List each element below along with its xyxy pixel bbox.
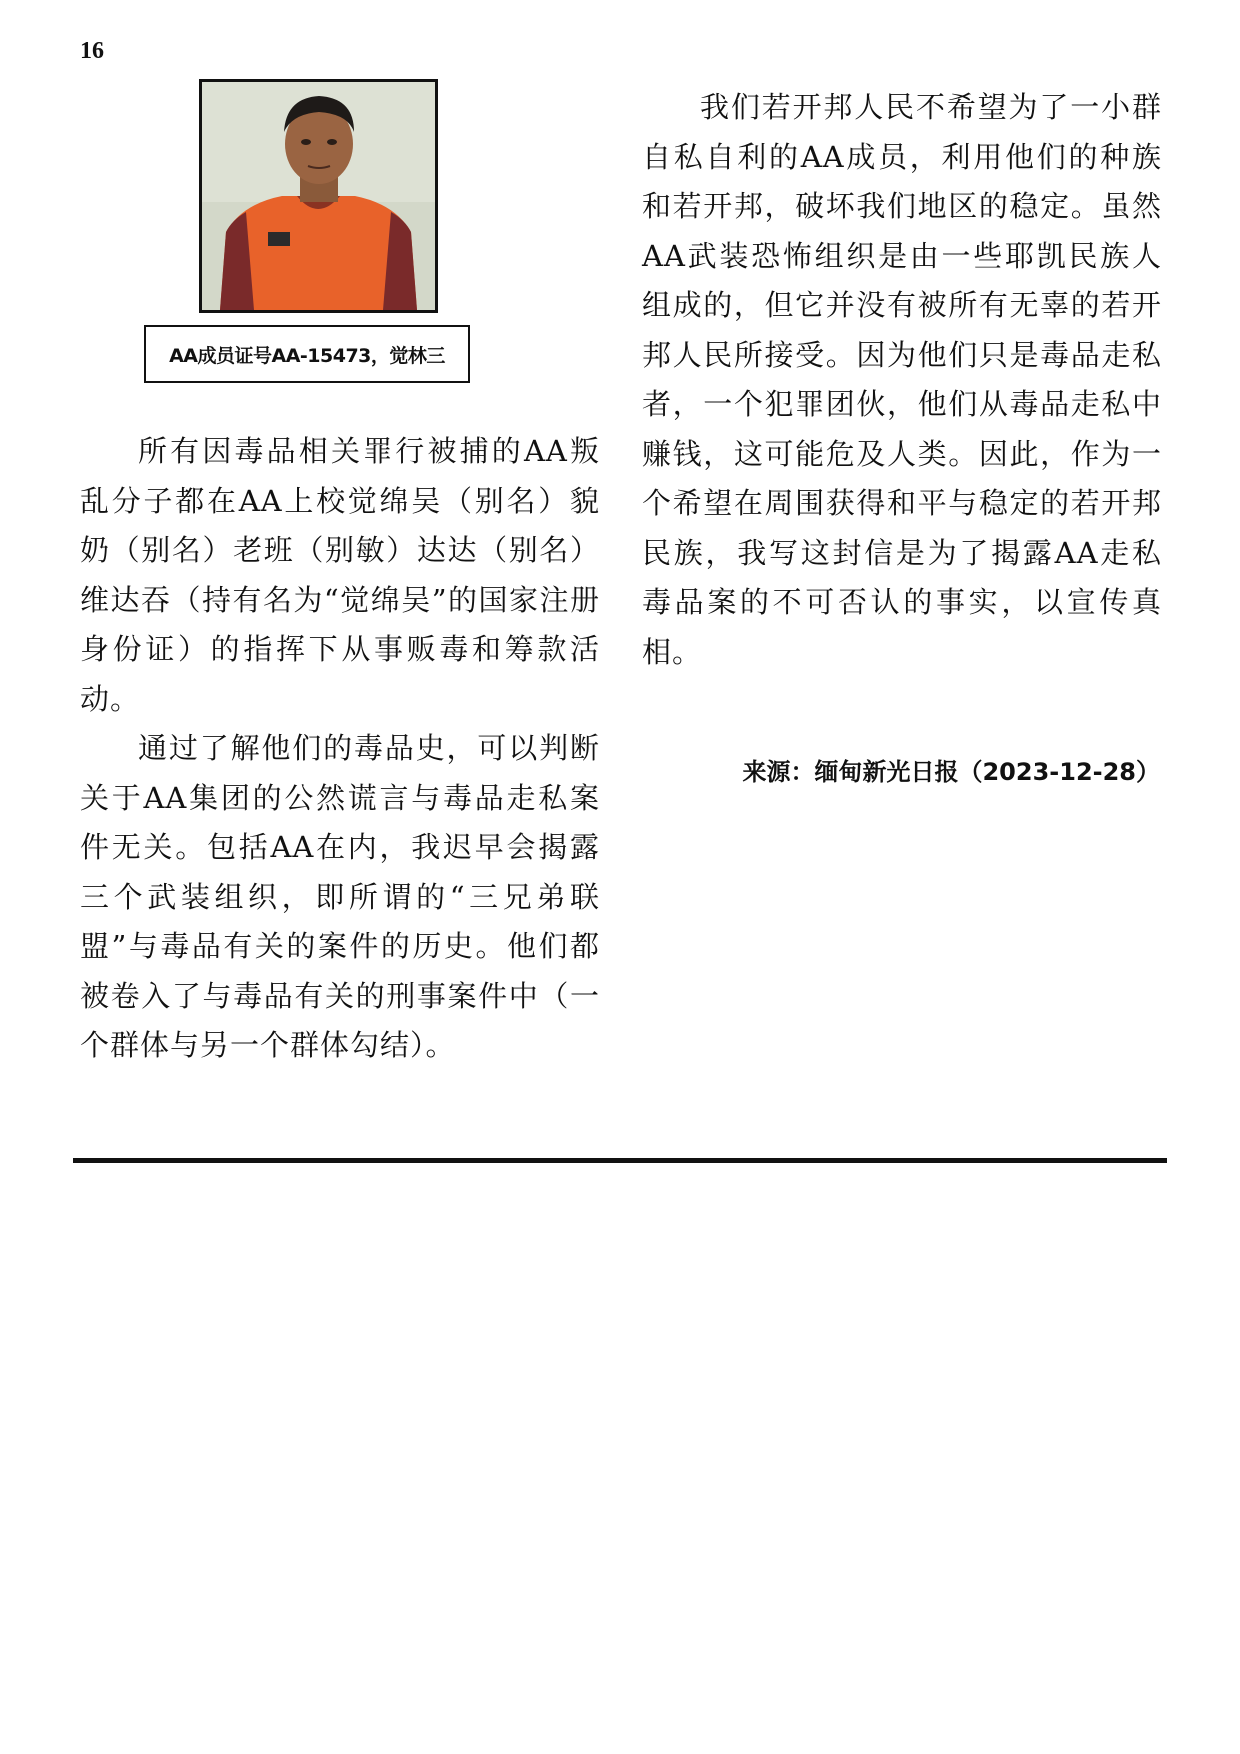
page-number: 16 xyxy=(80,38,104,64)
right-column xyxy=(642,83,1162,677)
left-column xyxy=(80,427,600,1071)
paragraph: 通过了解他们的毒品史，可以判断关于AA集团的公然谎言与毒品走私案件无关。包括AA在内，我迟早会揭露三个武装组织，即所谓的“三兄弟联盟”与毒品有关的案件的历史。他们都被卷入了与毒品有关的刑事案件中（一个群体与另一个群体勾结）。 xyxy=(80,731,600,1062)
portrait-image xyxy=(202,82,435,310)
paragraph: 所有因毒品相关罪行被捕的AA叛乱分子都在AA上校觉绵吴（别名）貌奶（别名）老班（别敏）达达（别名）维达吞（持有名为“觉绵吴”的国家注册身份证）的指挥下从事贩毒和筹款活动。 xyxy=(80,434,600,716)
paragraph: 我们若开邦人民不希望为了一小群自私自利的AA成员，利用他们的种族和若开邦，破坏我们地区的稳定。虽然AA武装恐怖组织是由一些耶凯民族人组成的，但它并没有被所有无辜的若开邦人民所接受。因为他们只是毒品走私者，一个犯罪团伙，他们从毒品走私中赚钱，这可能危及人类。因此，作为一个希望在周围获得和平与稳定的若开邦民族，我写这封信是为了揭露AA走私毒品案的不可否认的事实，以宣传真相。 xyxy=(642,90,1162,669)
photo-caption: AA成员证号AA-15473，觉林三 xyxy=(144,325,470,383)
source-citation: 来源：缅甸新光日报（2023-12-28） xyxy=(742,758,1160,786)
member-photo xyxy=(199,79,438,313)
section-divider xyxy=(73,1158,1167,1163)
